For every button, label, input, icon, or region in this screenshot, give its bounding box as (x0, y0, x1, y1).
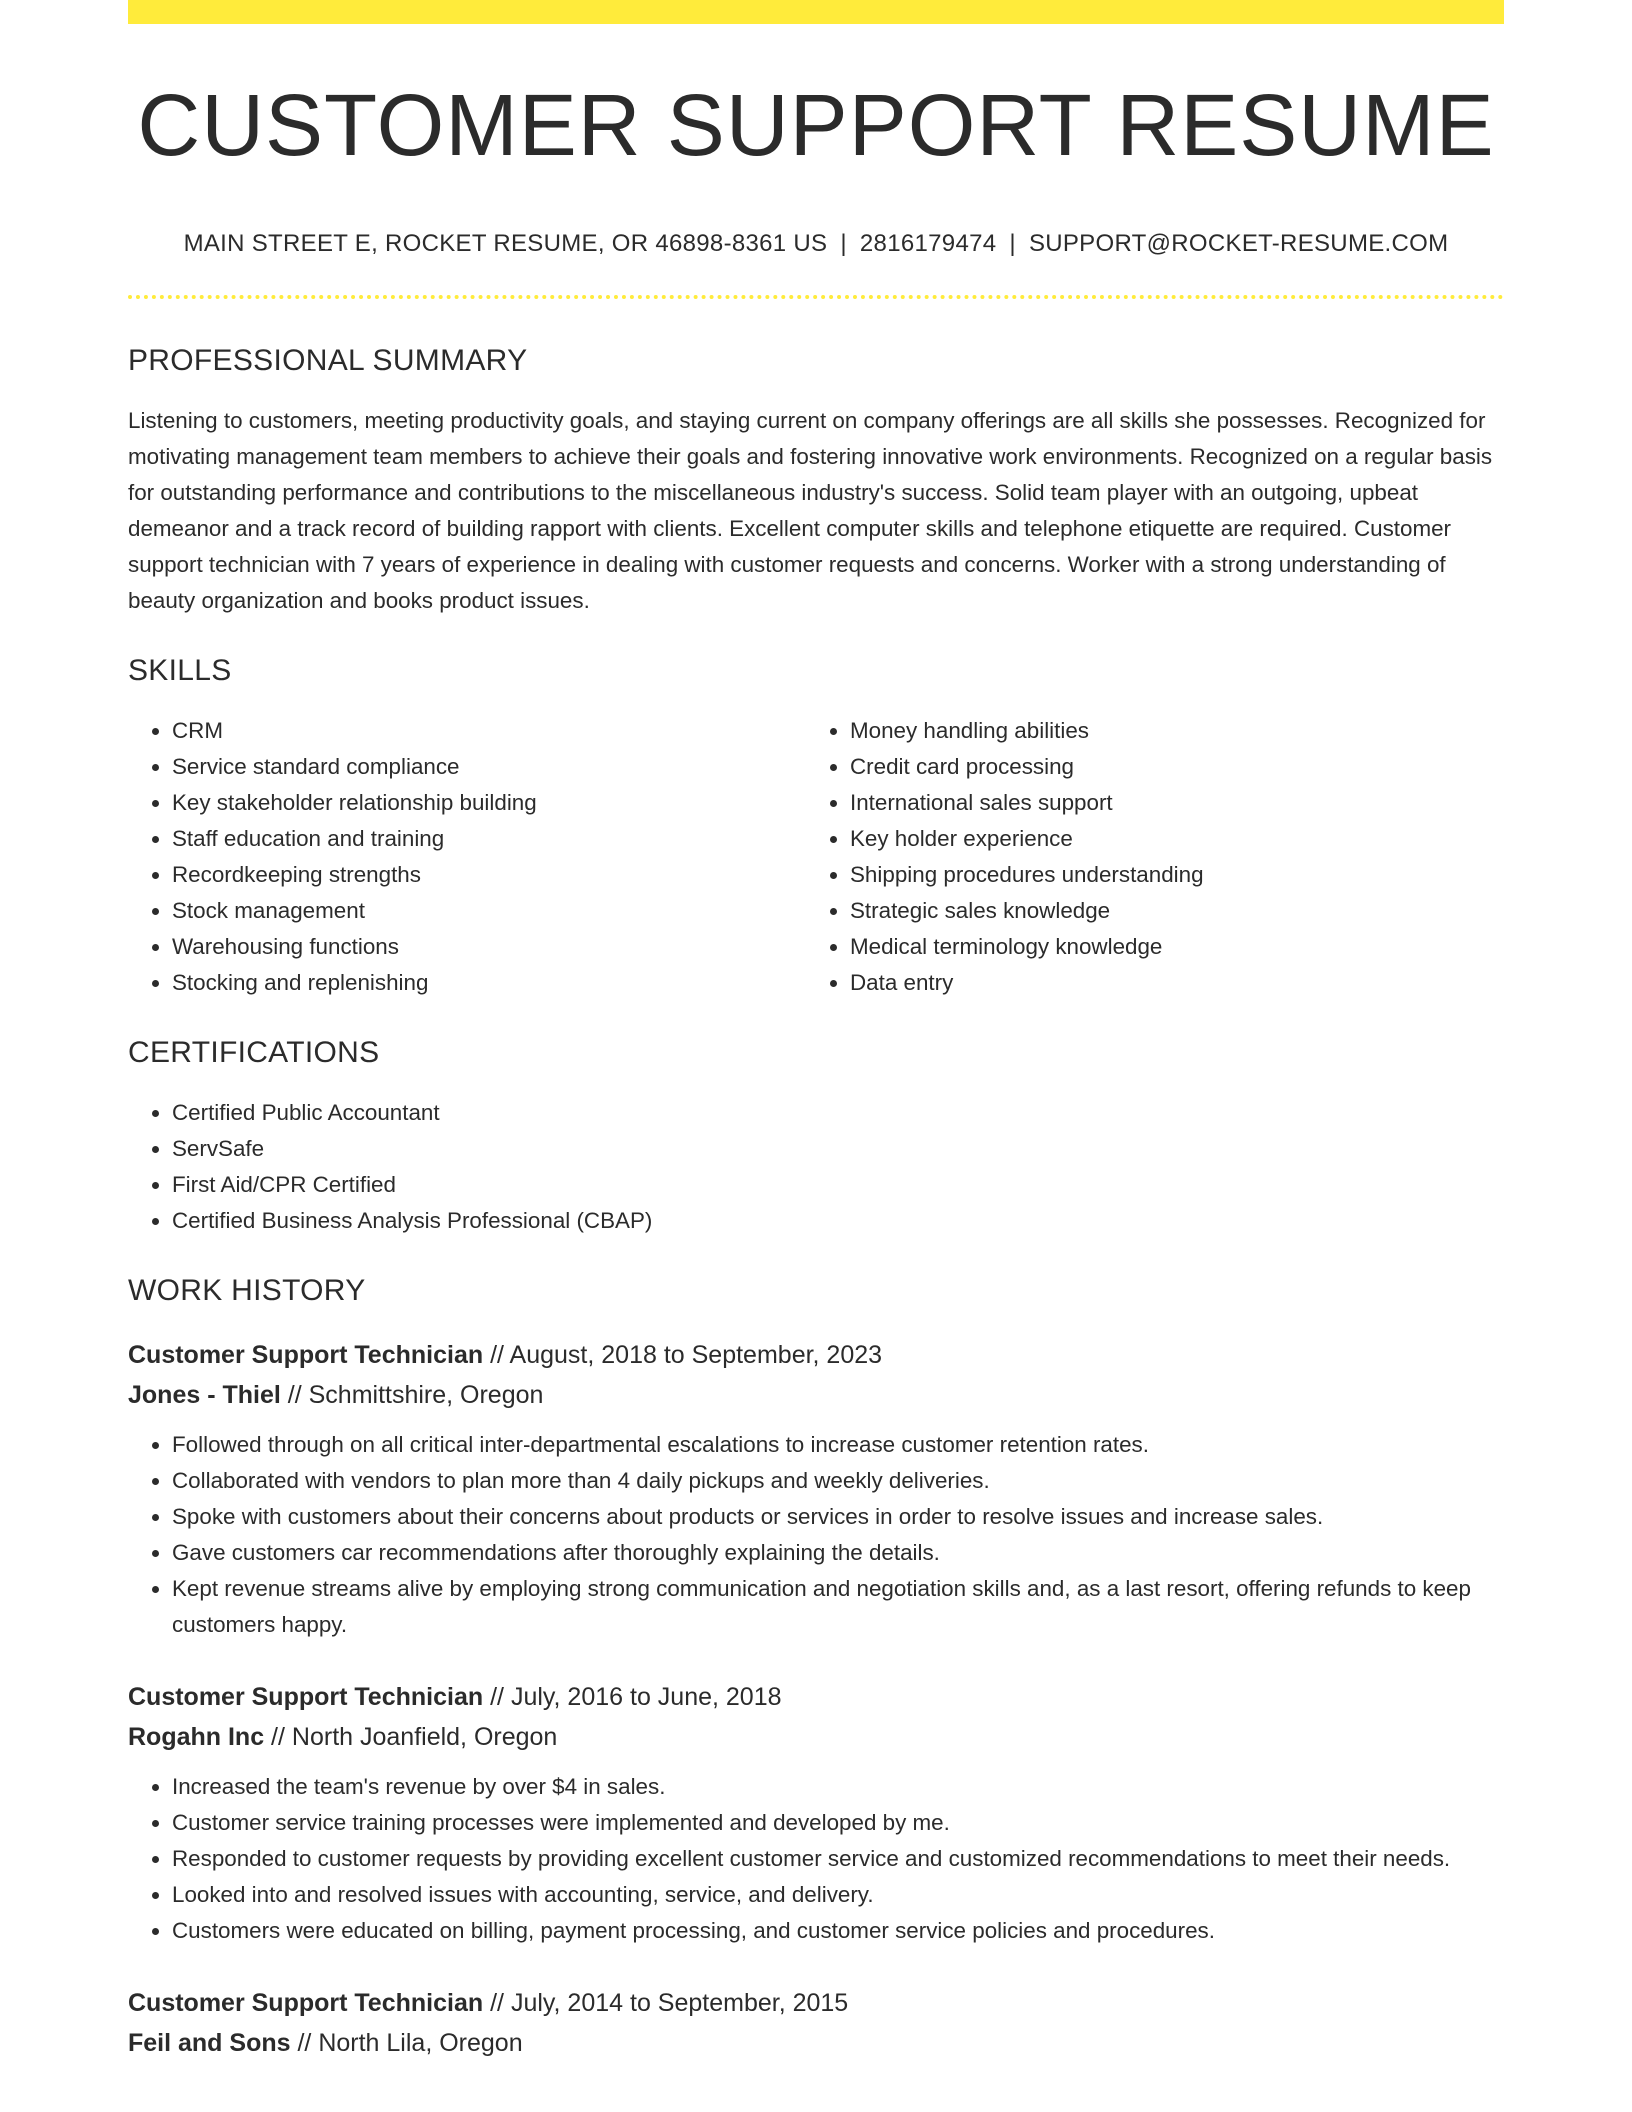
contact-address: MAIN STREET E, ROCKET RESUME, OR 46898-8361 US (183, 230, 828, 257)
skills-heading: SKILLS (128, 654, 232, 687)
certification-item: • Certified Public Accountant (172, 1095, 1504, 1131)
skill-item: • Money handling abilities (850, 713, 1484, 749)
skill-item: • CRM (172, 713, 806, 749)
job-title: Customer Support Technician (128, 1683, 484, 1711)
summary-section (128, 343, 1504, 619)
skills-column-right (806, 713, 1484, 1001)
job-bullets (128, 1769, 1504, 1949)
skills-columns (128, 713, 1504, 1001)
job-bullet: • Kept revenue streams alive by employing strong communication and negotiation skills and, as a last resort, offering refunds to keep customers happy. (172, 1571, 1504, 1643)
dotted-divider (128, 295, 1504, 299)
job-bullets (128, 1427, 1504, 1643)
job-bullet: • Looked into and resolved issues with accounting, service, and delivery. (172, 1877, 1504, 1913)
job-title: Customer Support Technician (128, 1341, 484, 1369)
certifications-section (128, 1035, 1504, 1239)
job-company: Jones - Thiel (128, 1381, 281, 1409)
skill-item: • Medical terminology knowledge (850, 929, 1484, 965)
job-bullet: • Customers were educated on billing, payment processing, and customer service policies and procedures. (172, 1913, 1504, 1949)
job-bullet: • Spoke with customers about their concerns about products or services in order to resolve issues and increase sales. (172, 1499, 1504, 1535)
job-company-line: Rogahn Inc // North Joanfield, Oregon (128, 1723, 558, 1751)
job-bullet: • Collaborated with vendors to plan more than 4 daily pickups and weekly deliveries. (172, 1463, 1504, 1499)
job-location: Schmittshire, Oregon (308, 1381, 544, 1409)
job-company-line: Jones - Thiel // Schmittshire, Oregon (128, 1381, 544, 1409)
job-title-line: Customer Support Technician // August, 2018 to September, 2023 (128, 1341, 883, 1369)
skills-section (128, 653, 1504, 1001)
contact-separator: | (840, 230, 847, 257)
contact-line (128, 229, 1504, 259)
job-bullet: • Increased the team's revenue by over $4 in sales. (172, 1769, 1504, 1805)
job-company: Feil and Sons (128, 2029, 291, 2057)
skill-item: • Staff education and training (172, 821, 806, 857)
job-dates: July, 2014 to September, 2015 (510, 1989, 849, 2017)
job-dates: July, 2016 to June, 2018 (510, 1683, 782, 1711)
skills-list-left (128, 713, 806, 1001)
contact-email[interactable]: SUPPORT@ROCKET-RESUME.COM (1028, 230, 1449, 257)
skill-item: • Strategic sales knowledge (850, 893, 1484, 929)
top-accent-bar (128, 0, 1504, 24)
job-bullet: • Customer service training processes were implemented and developed by me. (172, 1805, 1504, 1841)
job-location: North Joanfield, Oregon (291, 1723, 558, 1751)
certifications-list (128, 1095, 1504, 1239)
skill-item: • Key holder experience (850, 821, 1484, 857)
skill-item: • Credit card processing (850, 749, 1484, 785)
work-history-heading: WORK HISTORY (128, 1274, 366, 1307)
certification-item: • Certified Business Analysis Professional (CBAP) (172, 1203, 1504, 1239)
certification-item: • First Aid/CPR Certified (172, 1167, 1504, 1203)
skill-item: • Service standard compliance (172, 749, 806, 785)
skill-item: • Warehousing functions (172, 929, 806, 965)
job-title: Customer Support Technician (128, 1989, 484, 2017)
job-company-line: Feil and Sons // North Lila, Oregon (128, 2029, 523, 2057)
job-bullet: • Responded to customer requests by providing excellent customer service and customized recommendations to meet their needs. (172, 1841, 1504, 1877)
skill-item: • International sales support (850, 785, 1484, 821)
job-title-line: Customer Support Technician // July, 2014 to September, 2015 (128, 1989, 849, 2017)
skill-item: • Recordkeeping strengths (172, 857, 806, 893)
job-dates: August, 2018 to September, 2023 (509, 1341, 883, 1369)
job-entry (128, 1677, 1504, 1949)
skills-list-right (806, 713, 1484, 1001)
certifications-heading: CERTIFICATIONS (128, 1036, 380, 1069)
resume-page (128, 0, 1504, 2063)
skill-item: • Data entry (850, 965, 1484, 1001)
skills-column-left (128, 713, 806, 1001)
skill-item: • Shipping procedures understanding (850, 857, 1484, 893)
summary-heading: PROFESSIONAL SUMMARY (128, 344, 528, 377)
job-bullet: • Followed through on all critical inter-departmental escalations to increase customer retention rates. (172, 1427, 1504, 1463)
contact-separator: | (1009, 230, 1016, 257)
skill-item: • Key stakeholder relationship building (172, 785, 806, 821)
skill-item: • Stock management (172, 893, 806, 929)
resume-title: CUSTOMER SUPPORT RESUME (137, 77, 1495, 174)
certification-item: • ServSafe (172, 1131, 1504, 1167)
skill-item: • Stocking and replenishing (172, 965, 806, 1001)
job-location: North Lila, Oregon (318, 2029, 523, 2057)
job-entry (128, 1335, 1504, 1643)
job-company: Rogahn Inc (128, 1723, 265, 1751)
job-title-line: Customer Support Technician // July, 2016 to June, 2018 (128, 1683, 782, 1711)
work-history-section (128, 1273, 1504, 2063)
job-entry (128, 1983, 1504, 2063)
summary-text: Listening to customers, meeting productivity goals, and staying current on company offerings are all skills she possesses. Recognized for motivating management team members to achieve their goals and fostering innovative work environments. Recognized on a regular basis for outstanding performance and contributions to the miscellaneous industry's success. Solid team player with an outgoing, upbeat demeanor and a track record of building rapport with clients. Excellent computer skills and telephone etiquette are required. Customer support technician with 7 years of experience in dealing with customer requests and concerns. Worker with a strong understanding of beauty organization and books product issues. (128, 408, 1493, 613)
contact-phone[interactable]: 2816179474 (859, 230, 997, 257)
job-bullet: • Gave customers car recommendations after thoroughly explaining the details. (172, 1535, 1504, 1571)
